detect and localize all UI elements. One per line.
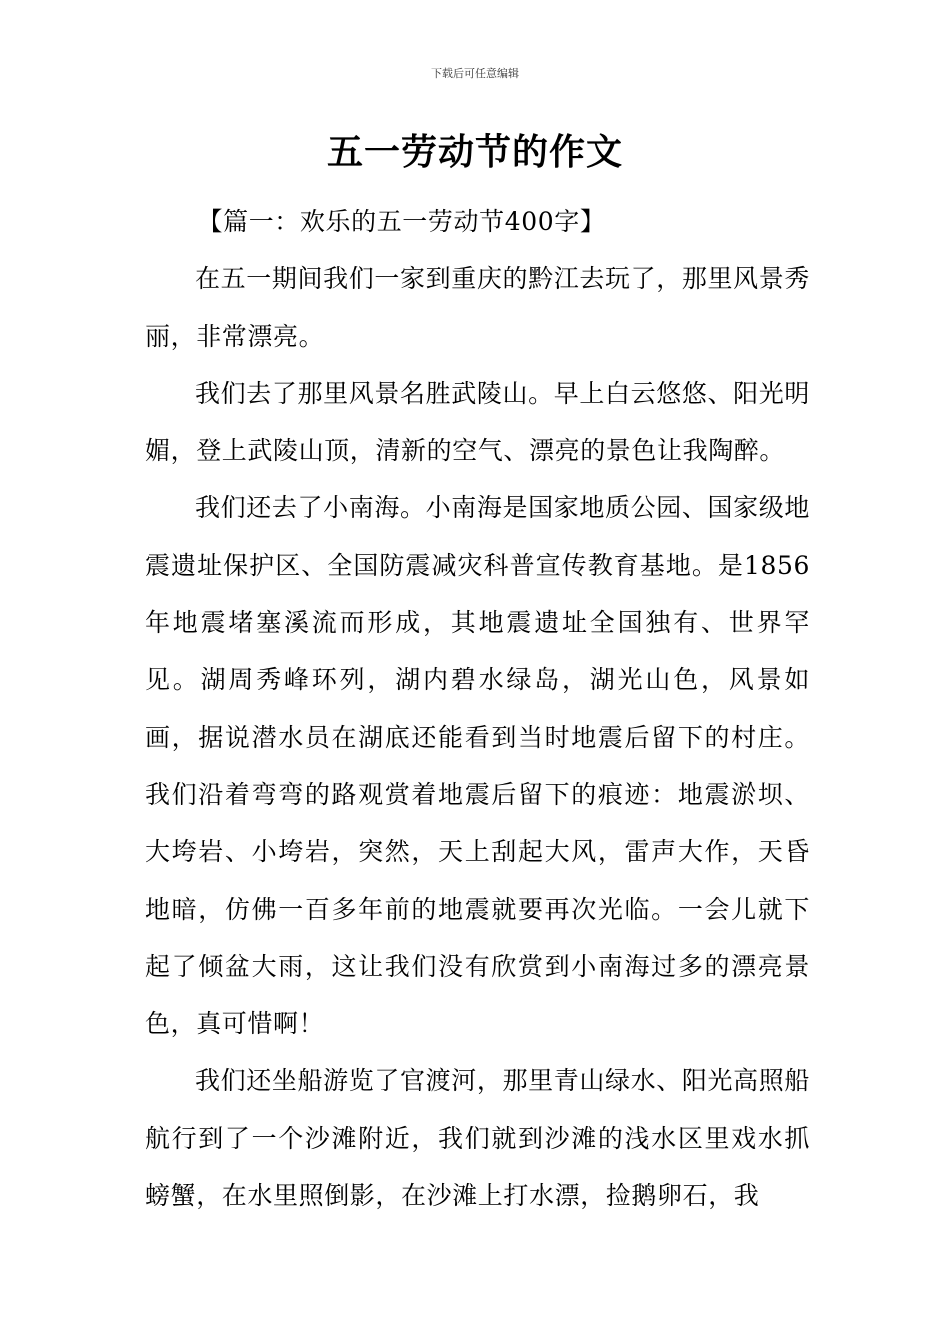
document-title: 五一劳动节的作文: [326, 132, 623, 173]
paragraph-1: 在五一期间我们一家到重庆的黔江去玩了，那里风景秀丽，非常漂亮。: [145, 264, 810, 351]
paragraph-3: 我们还去了小南海。小南海是国家地质公园、国家级地震遗址保护区、全国防震减灾科普宣传教育基地。是1856年地震堵塞溪流而形成，其地震遗址全国独有、世界罕见。湖周秀峰环列，湖内碧水绿岛，湖光山色，风景如画，据说潜水员在湖底还能看到当时地震后留下的村庄。我们沿着弯弯的路观赏着地震后留下的痕迹：地震淤坝、大垮岩、小垮岩，突然，天上刮起大风，雷声大作，天昏地暗，仿佛一百多年前的地震就要再次光临。一会儿就下起了倾盆大雨，这让我们没有欣赏到小南海过多的漂亮景色，真可惜啊！: [145, 493, 810, 1039]
header-note: 下载后可任意编辑: [431, 67, 519, 80]
paragraph-4: 我们还坐船游览了官渡河，那里青山绿水、阳光高照船航行到了一个沙滩附近，我们就到沙滩的浅水区里戏水抓螃蟹，在水里照倒影，在沙滩上打水漂，捡鹅卵石，我: [145, 1066, 810, 1211]
article-body: [145, 193, 810, 1224]
section-heading: 【篇一：欢乐的五一劳动节400字】: [197, 207, 606, 236]
paragraph-2: 我们去了那里风景名胜武陵山。早上白云悠悠、阳光明媚，登上武陵山顶，清新的空气、漂亮的景色让我陶醉。: [145, 378, 810, 466]
